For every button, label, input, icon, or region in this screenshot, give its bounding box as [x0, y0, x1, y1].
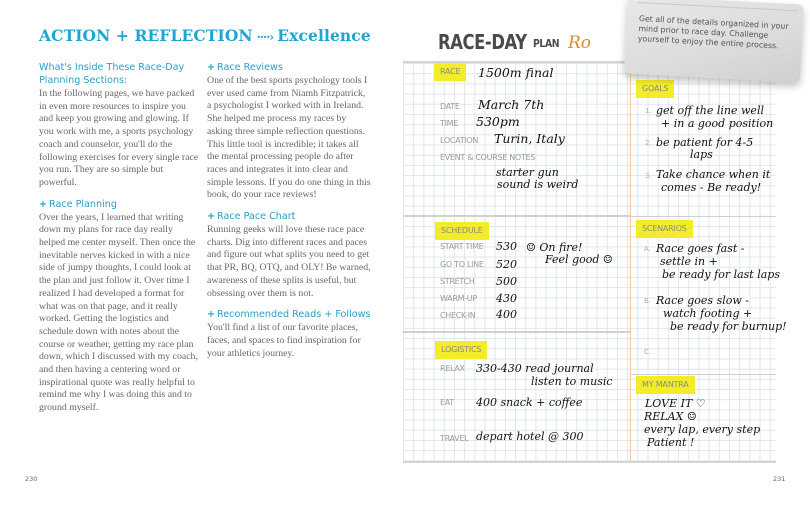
plus-icon: +: [207, 211, 216, 223]
eat-label: EAT: [440, 398, 454, 407]
section-body: You'll find a list of our favorite places, faces, and spaces to find inspiration for your athletics journey.: [207, 322, 361, 359]
page-title: [39, 26, 371, 45]
column-2: [207, 61, 372, 368]
relax-value-line2: listen to music: [531, 375, 613, 388]
goal-number: 1.: [645, 107, 652, 115]
dotted-arrow-icon: ····›: [256, 30, 274, 44]
goal-number: 2.: [645, 139, 652, 147]
section-recommended-reads: [207, 308, 372, 360]
scenario-line: settle in +: [660, 255, 718, 268]
heading-text: Recommended Reads + Follows: [217, 309, 371, 321]
scenario-line: Race goes fast -: [656, 242, 745, 255]
schedule-value: 500: [496, 275, 517, 288]
title-big: RACE-DAY: [438, 30, 527, 54]
schedule-label: CHECK-IN: [440, 311, 476, 320]
section-body: Over the years, I learned that writing down my plans for race day really helped me center myself. Then once the inevitable nerves kicked in with a nice side of jumpy thoughts, I could look at the plan and just follow it. Over time I realized I had developed a format for what was on that page, and it really worked. Getting the logistics and schedule down with notes about the course or weather, getting my race plan down, which I discussed with my coach, and then having a centering word or inspirational quote was really helpful to remind me why I was doing this and to ground myself.: [39, 211, 198, 414]
section-body: Running geeks will love these race pace charts. Dig into different races and paces and figure out what splits you need to get that PR, BQ, OTQ, and OLY! Be warned, awareness of these splits is useful, but obsessing over them is not.: [207, 224, 371, 299]
goal-line: laps: [690, 148, 713, 161]
scenario-line: watch footing +: [663, 307, 753, 320]
section-heading: [207, 308, 372, 321]
scenario-line: be ready for burnup!: [670, 320, 787, 333]
page-number-left: 230: [25, 475, 38, 483]
schedule-value: 520: [496, 258, 517, 271]
goal-line: + in a good position: [661, 117, 774, 130]
section-body: In the following pages, we have packed in even more resources to inspire you and keep you growing and glowing. If you work with me, a sports psychology coach and counselor, you'll do the following exercises for every single race you run. They are so simple but powerful.: [39, 88, 199, 188]
goal-number: 3.: [645, 172, 652, 180]
location-value: Turin, Italy: [494, 131, 565, 146]
plus-icon: +: [207, 309, 216, 321]
scenario-line: Race goes slow -: [656, 294, 749, 307]
section-race-pace-chart: [207, 210, 372, 300]
heading-text: Race Reviews: [217, 62, 283, 73]
note-rule: [638, 2, 798, 11]
section-heading: [39, 198, 199, 211]
goal-line: be patient for 4-5: [656, 136, 754, 149]
scenario-line: be ready for last laps: [662, 268, 780, 281]
goal-line: comes - Be ready!: [661, 181, 762, 194]
location-label: LOCATION: [440, 136, 479, 145]
section-race-planning: [39, 198, 199, 415]
schedule-tag: SCHEDULE: [435, 222, 489, 240]
relax-label: RELAX: [440, 364, 465, 373]
scenario-letter: C.: [644, 348, 652, 356]
section-separator: [403, 331, 630, 333]
note-text: Get all of the details organized in your mind prior to race day. Challenge yourself to enjoy the entire process.: [637, 14, 789, 51]
section-race-reviews: [207, 61, 372, 202]
schedule-note-line2: Feel good ☺: [545, 253, 613, 266]
title-small: PLAN: [533, 37, 560, 50]
goal-line: get off the line well: [656, 104, 764, 117]
travel-value: depart hotel @ 300: [476, 430, 584, 443]
event-notes-line1: starter gun: [496, 166, 559, 179]
event-notes-line2: sound is weird: [497, 178, 579, 191]
eat-value: 400 snack + coffee: [476, 396, 583, 409]
mantra-line: RELAX ☺: [644, 410, 697, 423]
title-part1: ACTION + REFLECTION: [39, 26, 253, 45]
date-value: March 7th: [478, 97, 545, 112]
heading-text: Race Pace Chart: [217, 211, 296, 223]
mantra-line: every lap, every step: [644, 423, 761, 436]
column-divider: [630, 63, 631, 461]
time-value: 530pm: [476, 114, 520, 129]
section-separator: [631, 216, 776, 217]
schedule-label: START TIME: [440, 242, 484, 251]
section-body: One of the best sports psychology tools I ever used came from Niamh Fitzpatrick, a psychologist I worked with in Ireland. She helped me process my races by asking three simple reflection questions. This little tool is incredible; it takes all the mental processing people do after races and integrates it into clear and simple lessons. If you do one thing in this book, do your race reviews!: [207, 75, 371, 201]
race-tag: RACE: [434, 63, 466, 81]
time-label: TIME: [440, 119, 459, 128]
mantra-line: Patient !: [647, 436, 695, 449]
schedule-value: 430: [496, 292, 517, 305]
goal-line: Take chance when it: [656, 168, 771, 181]
scenario-letter: A.: [644, 245, 651, 253]
section-heading: What's Inside These Race-Day Planning Sections:: [39, 62, 185, 86]
page-number-right: 231: [773, 475, 786, 483]
race-value: 1500m final: [478, 65, 554, 80]
mantra-line: LOVE IT ♡: [645, 397, 706, 410]
section-separator: [631, 374, 776, 375]
schedule-label: WARM-UP: [440, 294, 477, 303]
scenario-letter: B.: [644, 297, 652, 305]
column-1: [39, 61, 199, 423]
section-heading: [207, 210, 372, 223]
title-part2: Excellence: [277, 26, 371, 45]
schedule-label: STRETCH: [440, 277, 475, 286]
section-intro: [39, 61, 199, 190]
section-heading: [207, 61, 372, 74]
travel-label: TRAVEL: [440, 434, 469, 443]
plus-icon: +: [207, 62, 216, 73]
schedule-value: 530: [496, 240, 517, 253]
heading-text: Race Planning: [49, 198, 117, 210]
handwritten-initials: Ro: [568, 33, 592, 53]
plus-icon: +: [39, 198, 48, 210]
goals-tag: GOALS: [636, 80, 674, 98]
scenarios-tag: SCENARIOS: [636, 220, 693, 238]
sticky-note-card: [624, 0, 804, 83]
section-separator: [403, 215, 630, 217]
logistics-tag: LOGISTICS: [435, 341, 487, 359]
schedule-value: 400: [496, 308, 517, 321]
mantra-tag: MY MANTRA: [636, 376, 695, 394]
schedule-note-line1: ☺ On fire!: [526, 241, 583, 254]
relax-value: 330-430 read journal: [476, 362, 594, 375]
race-day-plan-title: [438, 30, 560, 54]
event-notes-label: EVENT & COURSE NOTES: [440, 153, 536, 162]
schedule-label: GO TO LINE: [440, 260, 484, 269]
date-label: DATE: [440, 102, 460, 111]
